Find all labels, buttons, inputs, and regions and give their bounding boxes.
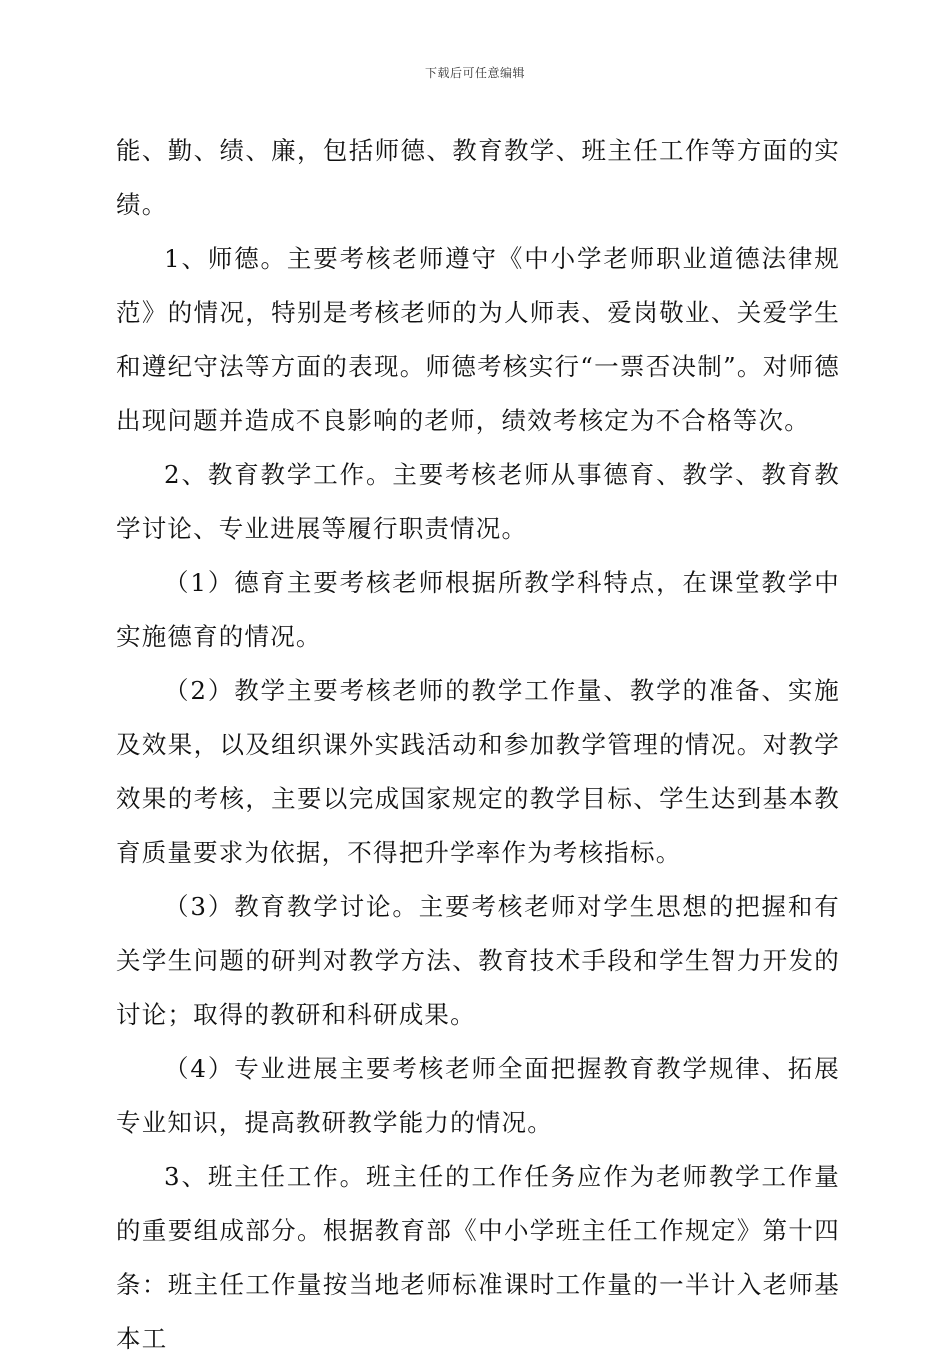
paragraph-class-teacher-work: 3、班主任工作。班主任的工作任务应作为老师教学工作量的重要组成部分。根据教育部《中小学班主任工作规定》第十四条：班主任工作量按当地老师标准课时工作量的一半计入老师基本工	[116, 1162, 840, 1353]
paragraph-teaching: （2）教学主要考核老师的教学工作量、教学的准备、实施及效果，以及组织课外实践活动和参加教学管理的情况。对教学效果的考核，主要以完成国家规定的教学目标、学生达到基本教育质量要求为依据，不得把升学率作为考核指标。	[116, 676, 840, 867]
page-header: 下载后可任意编辑	[424, 66, 525, 80]
document-body	[116, 124, 840, 1366]
paragraph-teaching-research: （3）教育教学讨论。主要考核老师对学生思想的把握和有关学生问题的研判对教学方法、教育技术手段和学生智力开发的讨论；取得的教研和科研成果。	[116, 892, 840, 1029]
paragraph-professional-development: （4）专业进展主要考核老师全面把握教育教学规律、拓展专业知识，提高教研教学能力的情况。	[116, 1054, 840, 1137]
paragraph-moral-education: （1）德育主要考核老师根据所教学科特点，在课堂教学中实施德育的情况。	[116, 568, 840, 651]
paragraph-teaching-work: 2、教育教学工作。主要考核老师从事德育、教学、教育教学讨论、专业进展等履行职责情况。	[116, 460, 840, 543]
paragraph-continuation: 能、勤、绩、廉，包括师德、教育教学、班主任工作等方面的实绩。	[116, 136, 840, 219]
paragraph-teacher-ethics: 1、师德。主要考核老师遵守《中小学老师职业道德法律规范》的情况，特别是考核老师的为人师表、爱岗敬业、关爱学生和遵纪守法等方面的表现。师德考核实行“一票否决制”。对师德出现问题并造成不良影响的老师，绩效考核定为不合格等次。	[116, 244, 840, 435]
